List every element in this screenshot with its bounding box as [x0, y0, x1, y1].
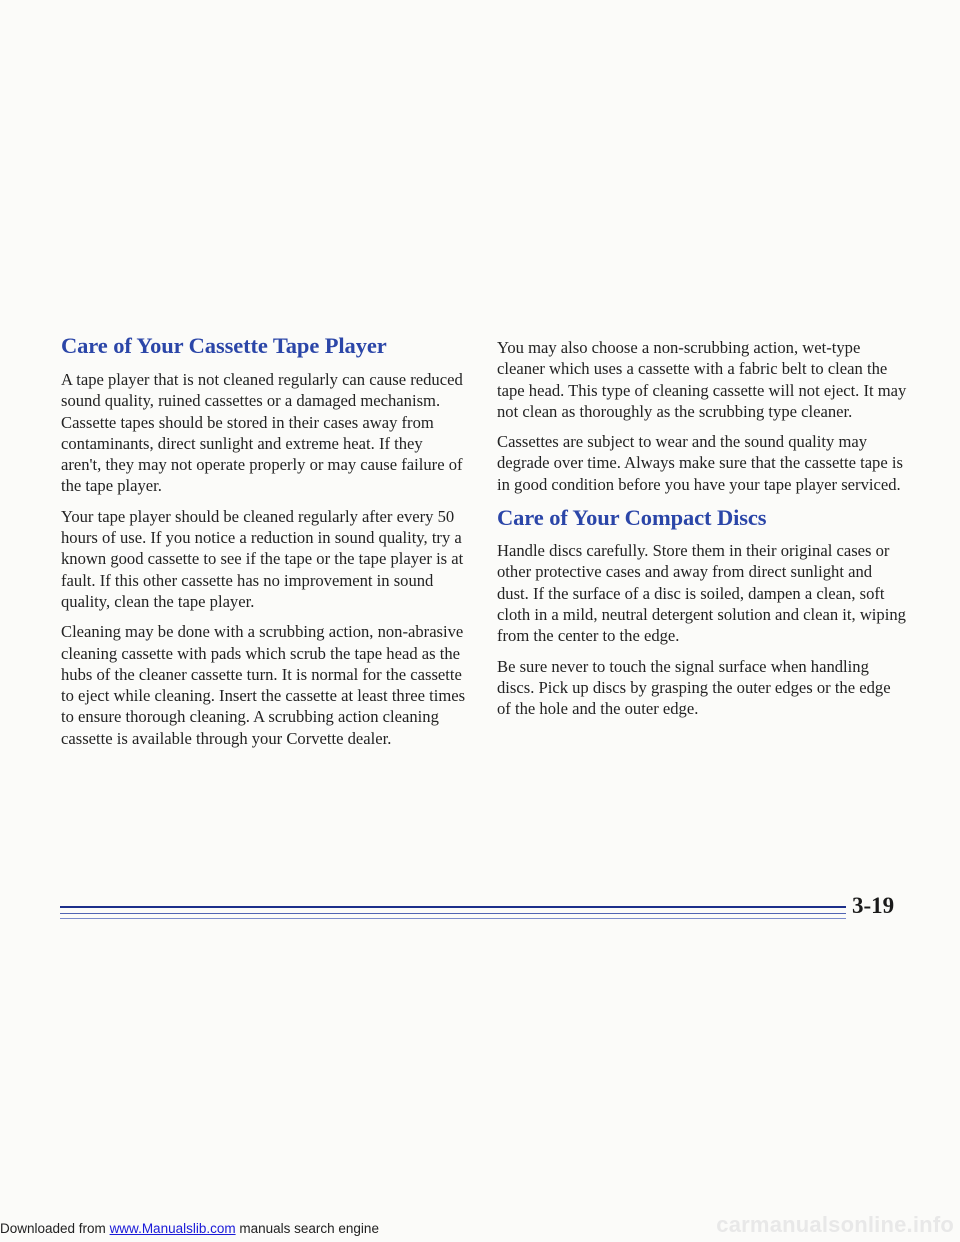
paragraph: Your tape player should be cleaned regularly after every 50 hours of use. If you notice a reduction in sound quality, try a known good cassette to see if the tape or the tape player is at fault. If this other cassette has no improvement in sound quality, clean the tape player. — [61, 506, 464, 611]
watermark: carmanualsonline.info — [716, 1212, 954, 1237]
paragraph: Cleaning may be done with a scrubbing action, non-abrasive cleaning cassette with pads which scrub the tape head as the hubs of the cleaner cassette turn. It is normal for the cassette to eject while cleaning. Insert the cassette at least three times to ensure thorough cleaning. A scrubbing action cleaning cassette is available through your Corvette dealer. — [61, 622, 466, 748]
paragraph: Be sure never to touch the signal surface when handling discs. Pick up discs by grasping the outer edges or the edge of the hole and the outer edge. — [497, 656, 891, 719]
right-column — [497, 337, 907, 728]
banner-prefix: Downloaded from — [0, 1221, 110, 1236]
manualslib-link[interactable]: www.Manualslib.com — [109, 1221, 236, 1236]
download-banner — [0, 1221, 379, 1236]
footer-rule-thin — [60, 913, 846, 914]
footer-rule — [60, 906, 846, 908]
paragraph: Handle discs carefully. Store them in their original cases or other protective cases and away from direct sunlight and dust. If the surface of a disc is soiled, dampen a clean, soft cloth in a mild, neutral detergent solution and clean it, wiping from the center to the edge. — [497, 541, 906, 646]
banner-suffix: manuals search engine — [235, 1221, 379, 1236]
paragraph: You may also choose a non-scrubbing action, wet-type cleaner which uses a cassette with a fabric belt to clean the tape head. This type of cleaning cassette will not eject. It may not clean as thoroughly as the scrubbing type cleaner. — [497, 338, 907, 421]
heading-compact-disc-care: Care of Your Compact Discs — [497, 505, 767, 531]
footer-rule-thin — [60, 918, 846, 919]
left-column — [61, 333, 466, 758]
paragraph: A tape player that is not cleaned regularly can cause reduced sound quality, ruined cassettes or a damaged mechanism. Cassette tapes should be stored in their cases away from contaminants, direct sunlight and extreme heat. If they aren't, they may not operate properly or may cause failure of the tape player. — [61, 370, 463, 496]
paragraph: Cassettes are subject to wear and the sound quality may degrade over time. Always make sure that the cassette tape is in good condition before you have your tape player serviced. — [497, 432, 903, 494]
page-number: 3-19 — [852, 893, 895, 918]
heading-cassette-care: Care of Your Cassette Tape Player — [61, 333, 387, 358]
